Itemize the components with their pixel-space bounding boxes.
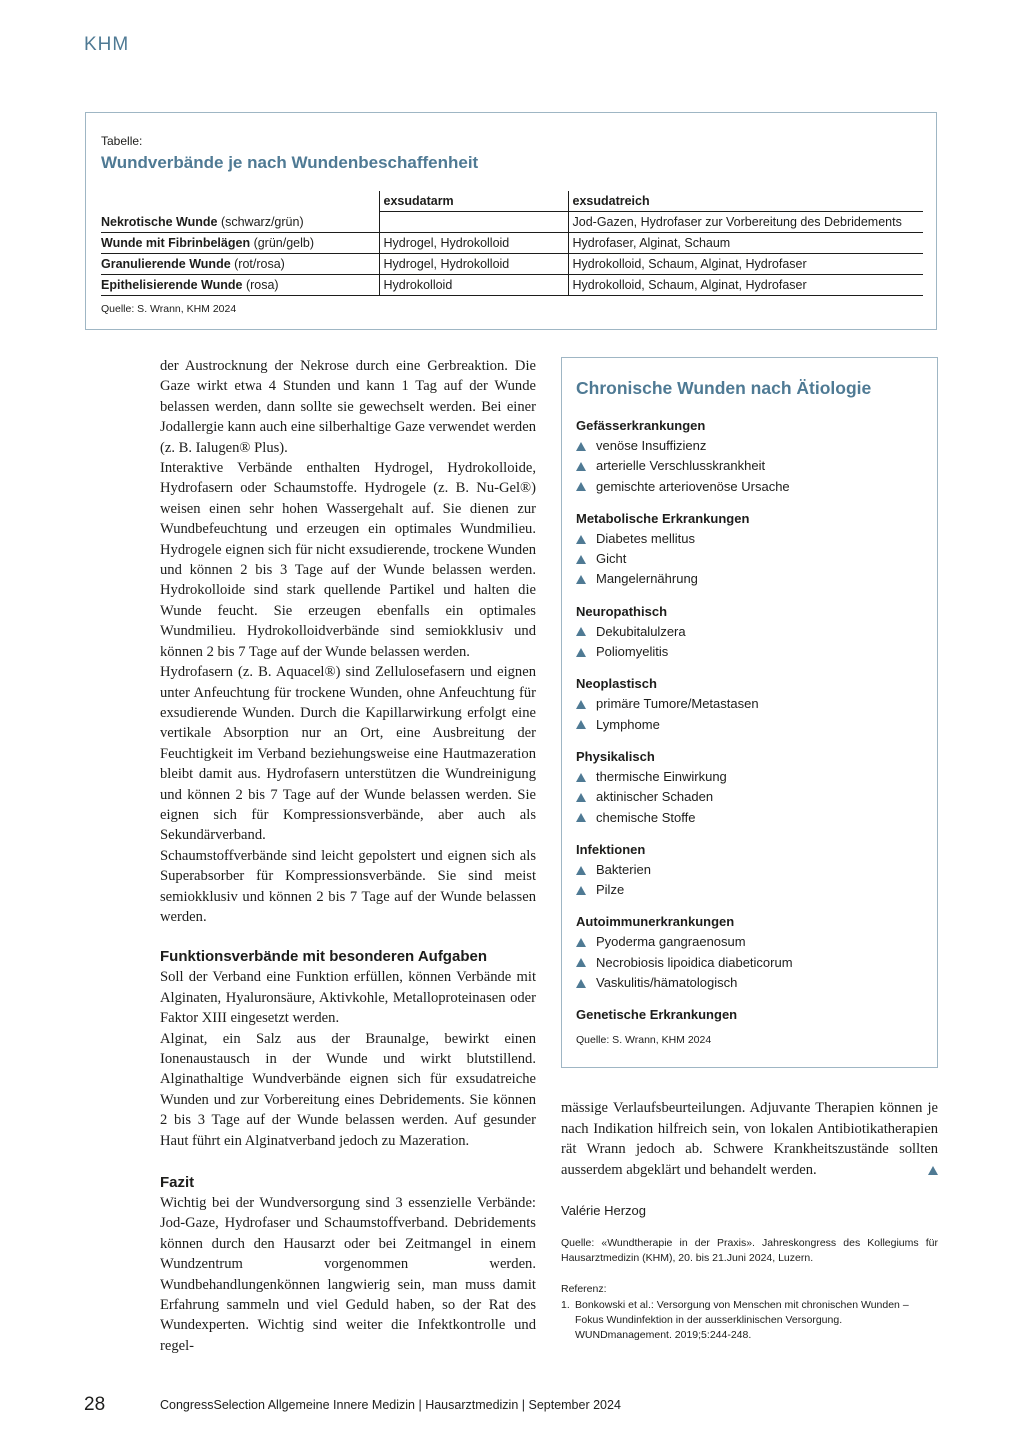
etiology-item xyxy=(576,477,926,497)
body-paragraph: Alginat, ein Salz aus der Braunalge, bewirkt einen Ionenaustausch in der Wunde und wirkt blutstillend. Alginathaltige Wundverbände eignen sich für exsudatreiche Wunden und zur Vorbereitung eines Debridements. Sie können 2 bis 3 Tage auf der Wunde belassen werden. Auf gesunder Haut führt ein Alginatverband jedoch zu Mazeration. xyxy=(160,1030,536,1149)
row-label xyxy=(101,212,379,233)
table-title: Wundverbände je nach Wundenbeschaffenheit xyxy=(101,153,479,172)
etiology-group-title: Infektionen xyxy=(576,841,646,857)
triangle-bullet-icon xyxy=(576,720,586,729)
section-tag: KHM xyxy=(84,34,130,55)
etiology-item xyxy=(576,549,926,569)
page-number: 28 xyxy=(84,1394,106,1415)
triangle-bullet-icon xyxy=(576,979,586,988)
etiology-group-title: Gefässerkrankungen xyxy=(576,418,706,433)
table-header-row xyxy=(101,191,923,212)
cell-exsudatarm: Hydrokolloid xyxy=(379,275,568,296)
body-paragraph: Soll der Verband eine Funktion erfüllen, können Verbände mit Alginaten, Hyaluronsäure, Aktivkohle, Metalloproteinasen oder Faktor XIII eingesetzt werden. xyxy=(160,969,536,1027)
table-box xyxy=(85,112,937,330)
sidebar-source: Quelle: S. Wrann, KHM 2024 xyxy=(576,1034,712,1046)
etiology-item-label: Poliomyelitis xyxy=(596,644,669,660)
column-header: exsudatarm xyxy=(379,191,568,212)
etiology-item-label: Lymphome xyxy=(596,716,660,732)
row-detail: (rot/rosa) xyxy=(230,257,285,271)
body-paragraph: Schaumstoffverbände sind leicht gepolstert und eignen sich als Superabsorber für Kompressionsverbände. Sie sind meist semiokklusiv und können 2 bis 7 Tage auf der Wunde belassen werden. xyxy=(160,847,536,925)
cell-exsudatreich: Hydrokolloid, Schaum, Alginat, Hydrofaser xyxy=(568,275,923,296)
etiology-list xyxy=(576,416,926,1025)
body-paragraph: Wichtig bei der Wundversorgung sind 3 essenzielle Verbände: Jod-Gaze, Hydrofaser und Schaumstoffverband. Debridements können durch den Hausarzt oder bei Zeitmangel in einem Wundzentrum vorgenommen werden. Wundbehandlungenkönnen langwierig sein, man muss damit Erfahrung sammeln und viel Geduld haben, so der Rat des Wundexperten. Wichtig sind weiter die Infektkontrolle und regel- xyxy=(160,1195,536,1354)
etiology-item-label: Pilze xyxy=(596,882,625,898)
etiology-item-label: arterielle Verschlusskrankheit xyxy=(596,458,766,474)
cell-exsudatarm: Hydrogel, Hydrokolloid xyxy=(379,254,568,275)
etiology-item-label: aktinischer Schaden xyxy=(596,789,714,805)
body-paragraph: Interaktive Verbände enthalten Hydrogel, Hydrokolloide, Hydrofasern oder Schaumstoffe. Hydrogele (z. B. Nu-Gel®) weisen einen sehr hohen Wassergehalt auf. Sie dienen zur Wundbefeuchtung und erzeugen ein optimales Wundmilieu. Hydrogele eignen sich für nicht exsudierende, trockene Wunden und können 2 bis 3 Tage auf der Wunde belassen werden. Hydrokolloide sind stark quellende Partikel und halten die Wunde feucht. Sie erzeugen ebenfalls ein optimales Wundmilieu. Hydrokolloidverbände sind semiokklusiv und können 2 bis 7 Tage auf der Wunde belassen werden. xyxy=(160,460,536,660)
etiology-item-label: venöse Insuffizienz xyxy=(596,438,707,453)
etiology-item-label: Bakterien xyxy=(596,861,651,877)
row-name: Epithelisierende Wunde xyxy=(101,278,243,292)
etiology-group-title: Neoplastisch xyxy=(576,676,657,692)
table-caption: Tabelle: xyxy=(101,134,143,148)
triangle-bullet-icon xyxy=(576,938,586,947)
cell-exsudatreich: Jod-Gazen, Hydrofaser zur Vorbereitung des Debridements xyxy=(568,212,923,233)
column-header: exsudatreich xyxy=(568,191,923,212)
etiology-group-title: Physikalisch xyxy=(576,748,655,764)
wound-dressing-table xyxy=(101,191,923,296)
triangle-bullet-icon xyxy=(576,575,586,584)
triangle-bullet-icon xyxy=(576,886,586,895)
body-paragraph xyxy=(561,1098,938,1180)
etiology-item xyxy=(576,787,926,807)
etiology-item xyxy=(576,436,926,456)
row-name: Wunde mit Fibrinbelägen xyxy=(101,236,251,250)
triangle-bullet-icon xyxy=(576,813,586,822)
row-name: Granulierende Wunde xyxy=(101,257,231,271)
row-detail: (grün/gelb) xyxy=(250,236,315,250)
etiology-group-title: Metabolische Erkrankungen xyxy=(576,510,750,526)
cell-exsudatarm: Hydrogel, Hydrokolloid xyxy=(379,233,568,254)
etiology-item xyxy=(576,808,926,828)
body-paragraph: Hydrofasern (z. B. Aquacel®) sind Zellulosefasern und eignen unter Anfeuchtung für trockene Wunden, ohne Anfeuchtung für exsudierende Wunden. Durch die Kapillarwirkung erfolgt eine vertikale Absorption nur an Ort, eine Ausbreitung der Feuchtigkeit im Verband beziehungsweise eine Hautmazeration bleibt damit aus. Hydrofasern unterstützen die Wundreinigung und können 2 bis 7 Tage auf der Wunde belassen werden. Sie eignen sich für Kompressionsverbände, aber auch als Sekundärverband. xyxy=(160,664,536,844)
section-heading: Fazit xyxy=(160,1174,195,1192)
etiology-item-label: Necrobiosis lipoidica diabeticorum xyxy=(596,954,793,970)
table-row xyxy=(101,275,923,296)
row-label xyxy=(101,275,379,296)
etiology-item-label: gemischte arteriovenöse Ursache xyxy=(596,478,790,494)
triangle-bullet-icon xyxy=(576,793,586,802)
table-row xyxy=(101,254,923,275)
etiology-item-label: Gicht xyxy=(596,551,627,567)
etiology-group-title: Genetische Erkrankungen xyxy=(576,1007,738,1023)
etiology-item-label: Pyoderma gangraenosum xyxy=(596,934,746,950)
row-detail: (schwarz/grün) xyxy=(217,214,304,229)
table-row xyxy=(101,212,923,233)
triangle-bullet-icon xyxy=(576,648,586,657)
table-source: Quelle: S. Wrann, KHM 2024 xyxy=(101,303,237,315)
reference-text: Bonkowski et al.: Versorgung von Menschen mit chronischen Wunden – Fokus Wundinfektion in der ausserklinischen Versorgung. WUNDmanagement. 2019;5:244-248. xyxy=(575,1299,909,1341)
etiology-group-title: Neuropathisch xyxy=(576,603,668,619)
cell-exsudatreich: Hydrofaser, Alginat, Schaum xyxy=(568,233,923,254)
cell-exsudatarm xyxy=(379,212,568,233)
etiology-group-title: Autoimmunerkrankungen xyxy=(576,914,735,930)
etiology-item xyxy=(576,953,926,973)
etiology-item xyxy=(576,767,926,787)
article-source: Quelle: «Wundtherapie in der Praxis». Jahreskongress des Kollegiums für Hausarztmedizin (KHM), 20. bis 21.Juni 2024, Luzern. xyxy=(561,1237,938,1264)
etiology-item xyxy=(576,973,926,993)
etiology-sidebar xyxy=(561,357,938,1068)
triangle-bullet-icon xyxy=(576,627,586,636)
etiology-item-label: chemische Stoffe xyxy=(596,809,696,825)
etiology-item xyxy=(576,694,926,714)
etiology-item xyxy=(576,456,926,476)
body-paragraph: der Austrocknung der Nekrose durch eine Gerbreaktion. Die Gaze wirkt etwa 4 Stunden und kann 1 Tag auf der Wunde belassen werden, dann sollte sie gewechselt werden. Bei einer Jodallergie kann auch eine silberhaltige Gaze verwendet werden (z. B. Ialugen® Plus). xyxy=(160,358,536,456)
cell-exsudatreich: Hydrokolloid, Schaum, Alginat, Hydrofaser xyxy=(568,254,923,275)
section-heading: Funktionsverbände mit besonderen Aufgaben xyxy=(160,948,487,966)
author: Valérie Herzog xyxy=(561,1203,647,1218)
triangle-bullet-icon xyxy=(576,773,586,782)
sidebar-title: Chronische Wunden nach Ätiologie xyxy=(576,378,872,398)
left-column xyxy=(160,356,536,1356)
triangle-bullet-icon xyxy=(576,700,586,709)
triangle-bullet-icon xyxy=(576,555,586,564)
body-text: mässige Verlaufsbeurteilungen. Adjuvante Therapien können je nach Indikation hilfreich sein, von lokalen Antibiotikatherapien rät Wrann jedoch ab. Schwere Krankheitszustände sollten ausserdem abgeklärt und behandelt werden. xyxy=(561,1100,938,1178)
etiology-item xyxy=(576,932,926,952)
right-column xyxy=(561,1098,938,1180)
column-header xyxy=(101,191,379,212)
row-name: Nekrotische Wunde xyxy=(101,214,218,229)
row-detail: (rosa) xyxy=(242,278,279,292)
etiology-item-label: Mangelernährung xyxy=(596,571,698,587)
etiology-item-label: Diabetes mellitus xyxy=(596,530,695,546)
triangle-bullet-icon xyxy=(576,958,586,967)
etiology-item xyxy=(576,880,926,900)
etiology-item xyxy=(576,622,926,642)
reference-number: 1. xyxy=(561,1299,570,1311)
reference-label: Referenz: xyxy=(561,1283,607,1295)
etiology-item-label: thermische Einwirkung xyxy=(596,768,727,784)
etiology-item xyxy=(576,715,926,735)
reference-item xyxy=(561,1298,938,1343)
triangle-bullet-icon xyxy=(576,482,586,491)
publication-footer: CongressSelection Allgemeine Innere Medizin | Hausarztmedizin | September 2024 xyxy=(160,1398,621,1412)
table-row xyxy=(101,233,923,254)
etiology-item xyxy=(576,529,926,549)
triangle-bullet-icon xyxy=(576,442,586,451)
triangle-bullet-icon xyxy=(576,535,586,544)
etiology-item-label: primäre Tumore/Metastasen xyxy=(596,696,759,712)
etiology-item-label: Dekubitalulzera xyxy=(596,623,686,639)
etiology-item xyxy=(576,569,926,589)
etiology-item xyxy=(576,860,926,880)
triangle-bullet-icon xyxy=(576,866,586,875)
row-label xyxy=(101,233,379,254)
triangle-bullet-icon xyxy=(576,462,586,471)
etiology-item xyxy=(576,642,926,662)
row-label xyxy=(101,254,379,275)
article-end-icon xyxy=(928,1166,938,1175)
etiology-item-label: Vaskulitis/hämatologisch xyxy=(596,975,738,991)
